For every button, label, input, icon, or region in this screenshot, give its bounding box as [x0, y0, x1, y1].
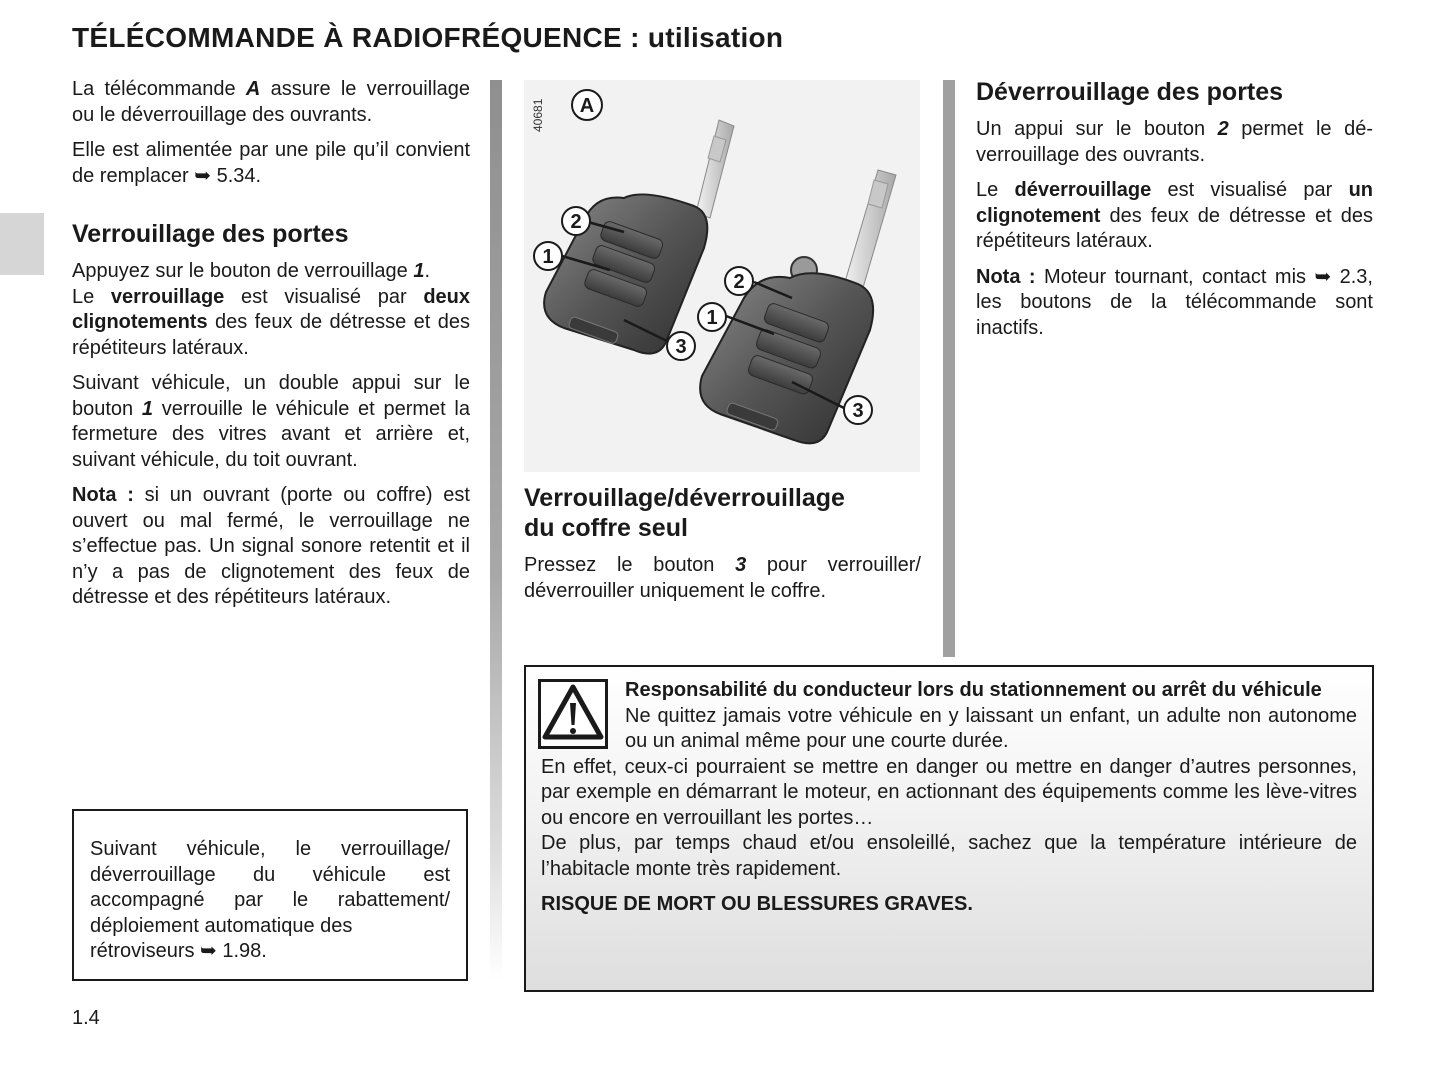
middle-column [524, 483, 921, 614]
figure-label-a: A [579, 95, 595, 117]
page-title: TÉLÉCOMMANDE À RADIOFRÉQUENCE : utilisation [72, 22, 784, 53]
trunk-lock-heading: Verrouillage/déverrouillage du coffre seul [524, 484, 845, 542]
intro-paragraph-2: Elle est alimentée par une pile qu’il convient de remplacer ➥ 5.34. [72, 139, 470, 187]
mirror-folding-note: Suivant véhicule, le verrouillage/ déverrouillage du véhicule est accompagné par le rabattement/ déploiement automatique des rétroviseurs ➥ 1.98. [72, 809, 468, 981]
unlock-note: Nota : Moteur tournant, contact mis ➥ 2.3, les boutons de la télécommande sont inactifs. [976, 265, 1373, 339]
callout-2-front: 2 [733, 271, 745, 293]
unlock-doors-heading: Déverrouillage des portes [976, 78, 1284, 106]
reference-arrow-icon: ➥ [194, 164, 212, 187]
callout-1-front: 1 [706, 307, 718, 329]
callout-1-rear: 1 [542, 246, 554, 268]
warning-line-1: Ne quittez jamais votre véhicule en y laissant un enfant, un adulte non autonome ou un animal même pour une courte durée. [625, 704, 1357, 752]
callout-3-front: 3 [852, 400, 864, 422]
intro-paragraph-1: La télécommande A assure le verrouillage ou le déverrouillage des ouvrants. [72, 78, 471, 126]
column-separator-right [943, 80, 955, 657]
left-column [72, 77, 470, 621]
page-number: 1.4 [72, 1007, 100, 1029]
driver-responsibility-warning [524, 665, 1374, 992]
figure-reference-code: 40681 [531, 98, 545, 132]
unlock-signal-description: Le déverrouillage est visualisé par un clignotement des feux de détresse et des répétiteurs latéraux. [976, 179, 1373, 252]
lock-signal-description: Le verrouillage est visualisé par deux clignotements des feux de détresse et des répétiteurs latéraux. [72, 285, 470, 359]
lock-note: Nota : si un ouvrant (porte ou coffre) est ouvert ou mal fermé, le verrouillage ne s’effectue pas. Un signal sonore retentit et il n’y a pas de clignotement des feux de détresse et des répétiteurs latéraux. [72, 484, 470, 608]
warning-line-3: De plus, par temps chaud et/ou ensoleillé, sachez que la température intérieure de l’habitacle monte très rapidement. [541, 832, 1357, 880]
section-tab-marker [0, 213, 44, 275]
warning-line-2: En effet, ceux-ci pourraient se mettre en danger ou mettre en danger d’autres personnes, par exemple en démarrant le moteur, en actionnant des équipements comme les lève-vitres ou encore en verrouillant les portes… [541, 755, 1357, 829]
warning-heading: Responsabilité du conducteur lors du stationnement ou arrêt du véhicule [625, 679, 1322, 701]
reference-arrow-icon: ➥ [200, 940, 217, 962]
column-separator-left [490, 80, 502, 980]
double-press-description: Suivant véhicule, un double appui sur le bouton 1 verrouille le véhicule et permet la fermeture des vitres avant et arrière et, suivant véhicule, du toit ouvrant. [72, 372, 470, 471]
lock-instruction: Appuyez sur le bouton de verrouillage 1. [72, 260, 431, 282]
callout-3-rear: 3 [675, 336, 687, 358]
callout-2-rear: 2 [570, 211, 582, 233]
warning-risk: RISQUE DE MORT OU BLESSURES GRAVES. [541, 893, 973, 915]
right-column [976, 77, 1373, 351]
lock-doors-heading: Verrouillage des portes [72, 220, 349, 248]
trunk-lock-text: Pressez le bouton 3 pour verrouiller/ déverrouiller uniquement le coffre. [524, 554, 921, 602]
unlock-instruction: Un appui sur le bouton 2 permet le déverrouillage des ouvrants. [976, 118, 1373, 166]
reference-arrow-icon: ➥ [1314, 265, 1332, 288]
remote-key-illustration [524, 80, 920, 472]
